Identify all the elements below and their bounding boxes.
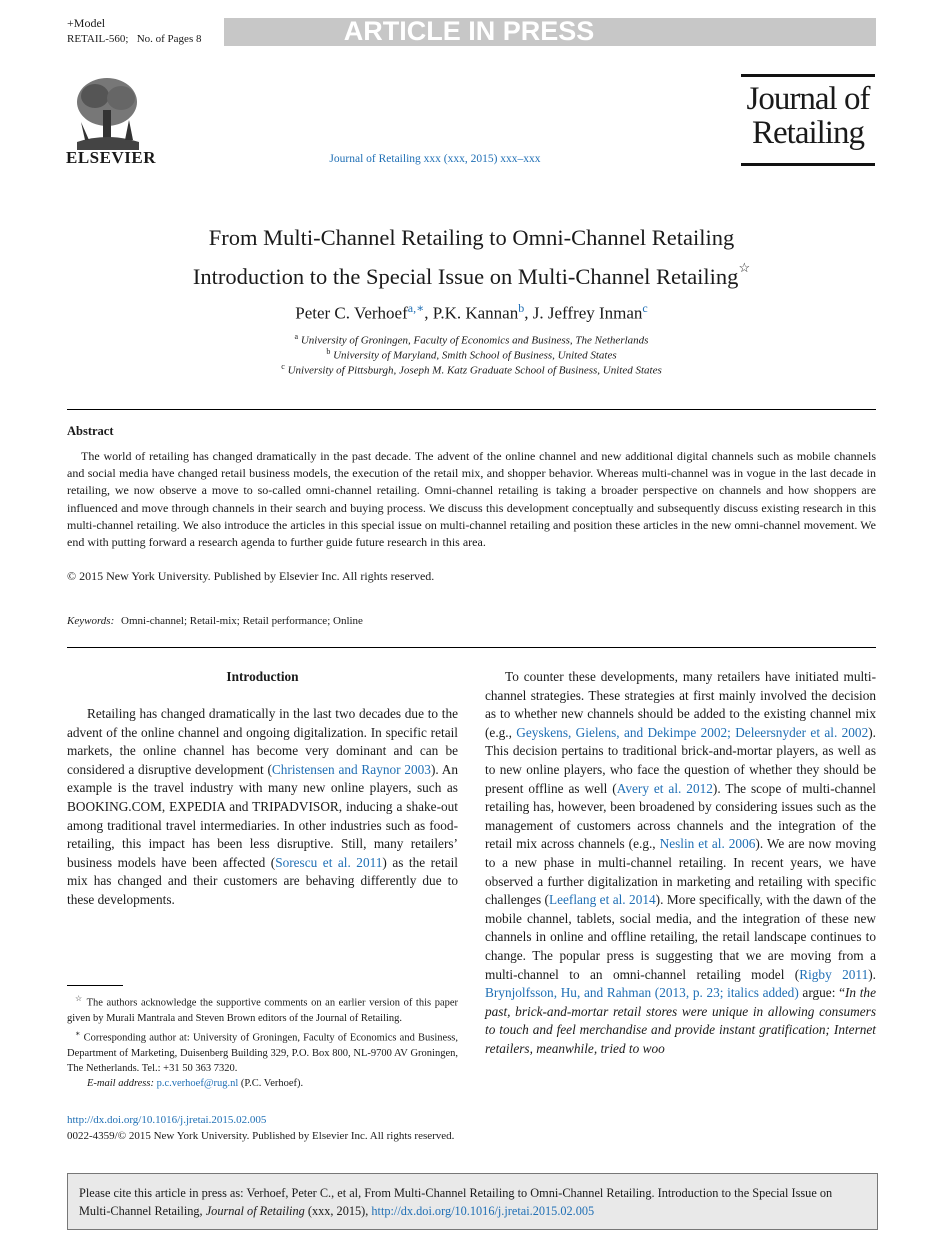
- text-run: To counter these developments, many retailers have initiated multi-channel strategies. These strategies at first mainly involved the decision as to whether new channels should be added to the existing channel mix (e.g.,: [485, 669, 876, 740]
- article-in-press-text: ARTICLE IN PRESS: [343, 16, 595, 46]
- text-run: ).: [868, 966, 876, 982]
- email-label: E-mail address:: [87, 1078, 154, 1090]
- retail-code: RETAIL-560;: [67, 33, 129, 45]
- affiliation-marker: b: [326, 347, 331, 356]
- text-run: ). The scope of multi-channel retailing has, however, been broadened by considering issues such as the management of customers across channels and the integration of the retail mix across channels (e.g.,: [485, 780, 877, 852]
- title-star-footnote-marker[interactable]: ☆: [738, 260, 751, 275]
- email-link[interactable]: p.c.verhoef@rug.nl: [156, 1078, 239, 1090]
- footnote-text: Corresponding author at: University of Groningen, Faculty of Economics and Business, Department of Marketing, Duisenberg Building 329, P.O. Box 800, NL-9700 AV Groningen, The Netherlands. Tel.: +31 50 363 7320.: [67, 1032, 459, 1075]
- cite-journal: Journal of Retailing: [205, 1204, 305, 1218]
- article-title-line2-text: Introduction to the Special Issue on Multi-Channel Retailing: [192, 264, 739, 289]
- text-run: ) as the retail mix has changed and their customers are behaving differently due to these developments.: [67, 854, 458, 907]
- citation-link[interactable]: Neslin et al. 2006: [659, 836, 756, 852]
- article-code: [67, 32, 201, 46]
- cite-text: (xxx, 2015),: [304, 1204, 372, 1218]
- citation-link[interactable]: Geyskens, Gielens, and Dekimpe 2002; Deleersnyder et al. 2002: [516, 724, 869, 740]
- citation-link[interactable]: Leeflang et al. 2014: [548, 892, 656, 908]
- doi-link-text[interactable]: http://dx.doi.org/10.1016/j.jretai.2015.02.005: [67, 1114, 267, 1126]
- paragraph: [67, 705, 458, 910]
- author-affiliation-marker[interactable]: a,∗: [407, 301, 425, 315]
- section-heading-introduction: Introduction: [226, 669, 299, 684]
- right-column-body: [485, 668, 876, 1058]
- cite-text: Please cite this article in press as: Verhoef, Peter C., et al, From Multi-Channel Retailing to Omni-Channel Retailing. Introduction to the Special Issue on Multi-Channel Retailing,: [79, 1186, 833, 1218]
- footnote-marker: ☆: [75, 994, 84, 1003]
- author-name: J. Jeffrey Inman: [532, 303, 643, 323]
- footnote-rule: [67, 985, 123, 986]
- text-run: argue: “: [798, 985, 845, 1001]
- footnote: [67, 1026, 458, 1076]
- journal-logo-line2: Retailing: [752, 115, 864, 151]
- left-column-body: [67, 705, 458, 910]
- citation-link[interactable]: Brynjolfsson, Hu, and Rahman (2013, p. 23; italics added): [485, 985, 799, 1001]
- issn-copyright: 0022-4359/© 2015 New York University. Published by Elsevier Inc. All rights reserved.: [67, 1130, 455, 1142]
- footnote: [67, 991, 458, 1026]
- doi-link[interactable]: [67, 1114, 266, 1126]
- text-run: Retailing has changed dramatically in the last two decades due to the advent of the online channel and ongoing digitalization. In specific retail markets, the online channel has become very dominant and can be considered a disruptive development (: [67, 706, 458, 777]
- journal-citation-link[interactable]: Journal of Retailing xxx (xxx, 2015) xxx–xxx: [329, 153, 541, 165]
- author-affiliation-marker[interactable]: c: [642, 301, 648, 315]
- page-count: No. of Pages 8: [136, 33, 202, 45]
- cite-this-article-box: [67, 1173, 878, 1230]
- text-run: ). More specifically, with the dawn of the mobile channel, tablets, social media, and the integration of these new channels in online and offline retailing, the retail landscape continues to change. The popular press is suggesting that we are moving from a multi-channel to an omni-channel retailing model (: [485, 892, 876, 982]
- article-title-line2: [67, 254, 876, 291]
- author-affiliation-marker[interactable]: b: [518, 301, 525, 315]
- abstract-copyright: © 2015 New York University. Published by Elsevier Inc. All rights reserved.: [67, 569, 435, 583]
- model-label: +Model: [67, 16, 106, 30]
- divider: [67, 647, 876, 648]
- affiliation: [67, 360, 876, 378]
- footnote: [67, 1076, 458, 1091]
- citation-link[interactable]: Sorescu et al. 2011: [275, 854, 383, 870]
- author-list: Peter C. Verhoef$^{a,∗}$, P.K. Kannan$^b$, J. Jeffrey Inman$^c$: [295, 301, 648, 323]
- paragraph: [485, 668, 876, 1058]
- affiliation-marker: c: [281, 362, 285, 371]
- keywords-text: Omni-channel; Retail-mix; Retail performance; Online: [121, 615, 363, 627]
- journal-logo-line1: Journal of: [746, 81, 870, 117]
- publisher-wordmark: ELSEVIER: [66, 148, 156, 167]
- footnote-text: The authors acknowledge the supportive comments on an earlier version of this paper given by Murali Mantrala and Steven Brown editors of the Journal of Retailing.: [67, 997, 459, 1024]
- citation-link[interactable]: Christensen and Raynor 2003: [271, 761, 431, 777]
- citation-link[interactable]: Avery et al. 2012: [616, 780, 713, 796]
- text-run: ). We are now moving to a new phase in multi-channel retailing. In recent years, we have observed a further digitalization in marketing and retailing with specific challenges (: [485, 836, 876, 908]
- citation-link[interactable]: Rigby 2011: [799, 966, 869, 982]
- text-run: ). This decision pertains to traditional brick-and-mortar players, as well as to new online players, who face the question of whether they should be present offline as well (: [485, 724, 876, 796]
- keywords-label: Keywords:: [67, 615, 115, 627]
- footnotes: [67, 991, 458, 1092]
- divider: [67, 409, 876, 410]
- elsevier-tree-logo: [67, 72, 149, 152]
- quote-text: In the past, brick-and-mortar retail stores were unique in allowing consumers to touch and feel merchandise and provide instant gratification; Internet retailers, meanwhile, tried to woo: [485, 985, 876, 1056]
- article-title-line1: From Multi-Channel Retailing to Omni-Channel Retailing: [208, 225, 735, 250]
- text-run: ). An example is the travel industry with many new online players, such as BOOKING.COM, EXPEDIA and TRIPADVISOR, inducing a shake-out among traditional travel intermediaries. In other industries such as food-retailing, this impact has been less disruptive. Still, many retailers’ business models have been affected (: [67, 761, 458, 870]
- footnote-marker: ∗: [75, 1029, 81, 1039]
- abstract-heading: Abstract: [67, 424, 114, 438]
- affiliation-text: University of Pittsburgh, Joseph M. Katz Graduate School of Business, United States: [287, 364, 662, 377]
- author-name: Peter C. Verhoef: [295, 303, 408, 323]
- affiliation-marker: a: [294, 332, 299, 341]
- cite-doi-link[interactable]: http://dx.doi.org/10.1016/j.jretai.2015.02.005: [371, 1204, 595, 1218]
- email-owner: (P.C. Verhoef).: [240, 1078, 304, 1090]
- affiliation-text: University of Groningen, Faculty of Economics and Business, The Netherlands: [300, 334, 649, 347]
- author-name: P.K. Kannan: [432, 303, 519, 323]
- abstract-body: The world of retailing has changed dramatically in the past decade. The advent of the online channel and new additional digital channels such as mobile channels and social media have changed retail business models, the execution of the retail mix, and shopper behavior. Whereas multi-channel was in vogue in the last decade in retailing, we now observe a move to so-called omni-channel retailing. Omni-channel retailing is taking a broader perspective on channels and how shoppers are influenced and move through channels in their search and buying process. We discuss this development conceptually and subsequently discuss existing research in this multi-channel retailing. We also introduce the articles in this special issue on multi-channel retailing and position these articles in the new omni-channel movement. We end with putting forward a research agenda to further guide future research in this area.: [67, 449, 876, 550]
- affiliation-text: University of Maryland, Smith School of Business, United States: [333, 349, 617, 362]
- keywords: [67, 615, 363, 627]
